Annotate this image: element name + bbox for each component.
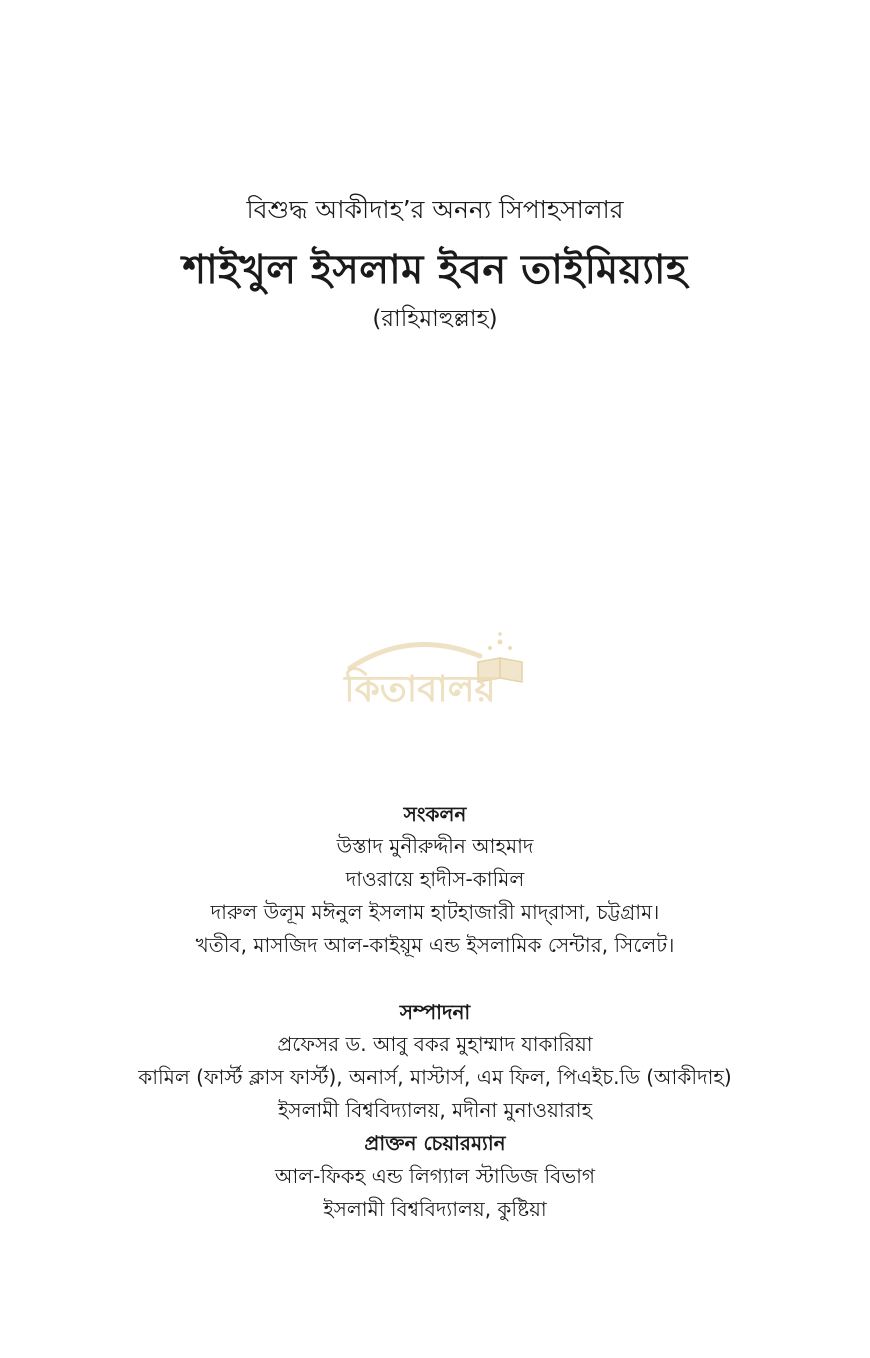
publisher-watermark-logo (330, 628, 530, 724)
book-title: শাইখুল ইসলাম ইবন তাইমিয়্যাহ (182, 247, 688, 293)
compiler-position: খতীব, মাসজিদ আল-কাইয়ূম এন্ড ইসলামিক সেন্টার, সিলেট। (195, 933, 675, 957)
compiler-institution: দারুল উলূম মঈনুল ইসলাম হাটহাজারী মাদ্‌রাসা, চট্টগ্রাম। (210, 900, 660, 924)
editor-degrees: কামিল (ফার্স্ট ক্লাস ফার্স্ট), অনার্স, মাস্টার্স, এম ফিল, পিএইচ.ডি (আকীদাহ) (138, 1065, 732, 1089)
honorific: (রাহিমাহুল্লাহ) (372, 306, 498, 332)
compiler-degree: দাওরায়ে হাদীস-কামিল (345, 867, 525, 891)
compilation-heading: সংকলন (403, 802, 467, 826)
watermark-text: কিতাবালয় (344, 669, 496, 710)
editor-former-university: ইসলামী বিশ্ববিদ্যালয়, কুষ্টিয়া (323, 1197, 547, 1221)
former-chairman-heading: প্রাক্তন চেয়ারম্যান (364, 1131, 506, 1155)
editor-name: প্রফেসর ড. আবু বকর মুহাম্মাদ যাকারিয়া (277, 1032, 593, 1056)
editing-heading: সম্পাদনা (399, 1000, 471, 1024)
compiler-name: উস্তাদ মুনীরুদ্দীন আহমাদ (336, 834, 534, 858)
editor-department: আল-ফিকহ এন্ড লিগ্যাল স্টাডিজ বিভাগ (274, 1164, 596, 1188)
book-subtitle: বিশুদ্ধ আকীদাহ’র অনন্য সিপাহসালার (246, 195, 624, 224)
editor-university: ইসলামী বিশ্ববিদ্যালয়, মদীনা মুনাওয়ারাহ (277, 1098, 592, 1122)
